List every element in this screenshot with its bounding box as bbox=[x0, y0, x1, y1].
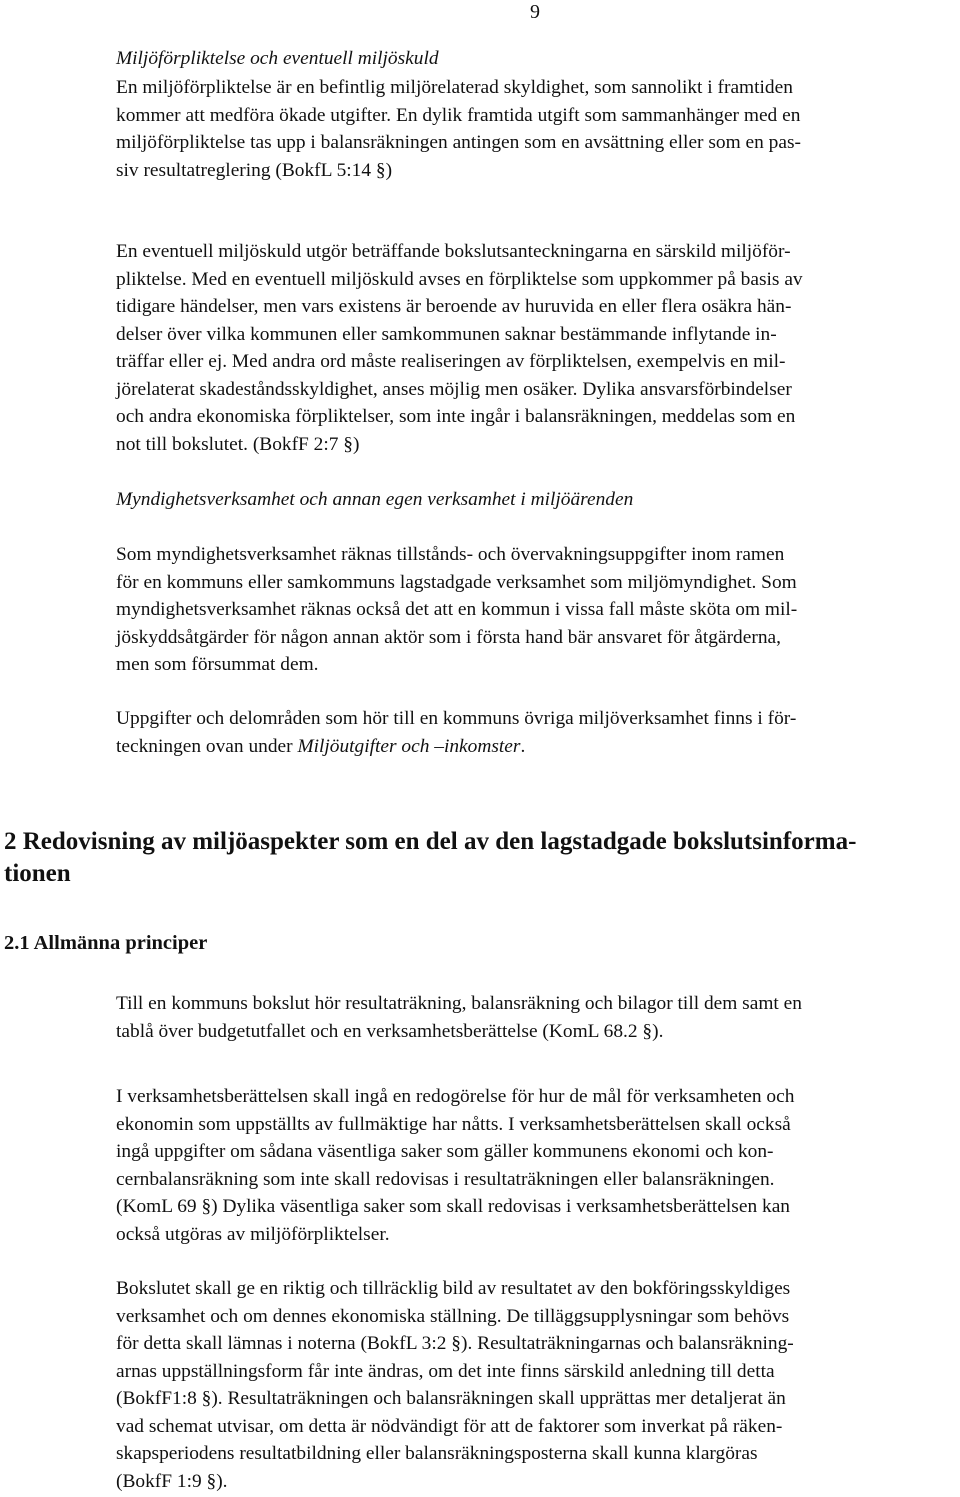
page-number: 9 bbox=[530, 1, 540, 23]
text-line: cernbalansräkning som inte skall redovisas i resultaträkningen eller balansräkningen. bbox=[116, 1168, 775, 1190]
text-line: I verksamhetsberättelsen skall ingå en redogörelse för hur de mål för verksamheten och bbox=[116, 1086, 795, 1107]
text-line: vad schemat utvisar, om detta är nödvändigt för att de faktorer som inverkat på räken- bbox=[116, 1415, 783, 1437]
paragraph-contingent-liability bbox=[116, 238, 958, 458]
text-line: myndighetsverksamhet räknas också det att en kommun i vissa fall måste sköta om mil- bbox=[116, 599, 798, 620]
text-line: jöskyddsåtgärder för någon annan aktör som i första hand bär ansvaret för åtgärderna, bbox=[116, 626, 781, 648]
paragraph-authority-activity bbox=[116, 541, 958, 679]
text-line: också utgöras av miljöförpliktelser. bbox=[116, 1223, 390, 1245]
text-line: Uppgifter och delområden som hör till en kommuns övriga miljöverksamhet finns i för- bbox=[116, 708, 797, 729]
text-line: siv resultatreglering (BokfL 5:14 §) bbox=[116, 159, 393, 181]
text-line: tidigare händelser, men vars existens är beroende av huruvida en eller flera osäkra hän- bbox=[116, 296, 792, 317]
text-line: pliktelse. Med en eventuell miljöskuld avses en förpliktelse som uppkommer på basis av bbox=[116, 268, 803, 290]
text-line-prefix: teckningen ovan under bbox=[116, 735, 298, 757]
text-line: tablå över budgetutfallet och en verksamhetsberättelse (KomL 68.2 §). bbox=[116, 1020, 664, 1042]
chapter-heading-line: tionen bbox=[4, 860, 71, 887]
text-line: (BokfF 1:9 §). bbox=[116, 1470, 228, 1492]
text-line: En miljöförpliktelse är en befintlig miljörelaterad skyldighet, som sannolikt i framtiden bbox=[116, 77, 793, 98]
text-line: arnas uppställningsform får inte ändras, om det inte finns särskild anledning till detta bbox=[116, 1360, 775, 1382]
sub-heading-general-principles: 2.1 Allmänna principer bbox=[4, 932, 208, 954]
text-line: ekonomin som uppställts av fullmäktige har nåtts. I verksamhetsberättelsen skall också bbox=[116, 1113, 791, 1135]
text-line: och andra ekonomiska förpliktelser, som inte ingår i balansräkningen, meddelas som en bbox=[116, 406, 796, 427]
text-line: miljöförpliktelse tas upp i balansräkningen antingen som en avsättning eller som en pas- bbox=[116, 132, 801, 153]
paragraph-other-activities bbox=[116, 705, 958, 760]
text-line: men som försummat dem. bbox=[116, 654, 319, 675]
text-line: Bokslutet skall ge en riktig och tillräcklig bild av resultatet av den bokföringsskyldiges bbox=[116, 1278, 791, 1299]
text-line: delser över vilka kommunen eller samkommunen saknar bestämmande inflytande in- bbox=[116, 323, 777, 345]
text-line: not till bokslutet. (BokfF 2:7 §) bbox=[116, 433, 360, 455]
text-line-suffix: . bbox=[520, 735, 526, 757]
text-line: (BokfF1:8 §). Resultaträkningen och balansräkningen skall upprättas mer detaljerat än bbox=[116, 1388, 786, 1409]
text-line: träffar eller ej. Med andra ord måste realiseringen av förpliktelsen, exempelvis en mil- bbox=[116, 351, 786, 372]
text-line: för detta skall lämnas i noterna (BokfL 3:2 §). Resultaträkningarnas och balansräkning- bbox=[116, 1333, 794, 1354]
paragraph-obligation-definition bbox=[116, 74, 958, 184]
paragraph-annual-report bbox=[116, 1083, 958, 1248]
text-line: för en kommuns eller samkommuns lagstadgade verksamhet som miljömyndighet. Som bbox=[116, 571, 797, 593]
section-heading-authority-activity: Myndighetsverksamhet och annan egen verksamhet i miljöärenden bbox=[116, 489, 634, 510]
paragraph-true-fair-view bbox=[116, 1275, 958, 1495]
chapter-heading bbox=[4, 826, 954, 890]
text-line: Som myndighetsverksamhet räknas tillstånds- och övervakningsuppgifter inom ramen bbox=[116, 544, 785, 565]
text-line: En eventuell miljöskuld utgör beträffande bokslutsanteckningarna en särskild miljöför- bbox=[116, 241, 791, 262]
chapter-heading-line: 2 Redovisning av miljöaspekter som en del av den lagstadgade bokslutsinforma- bbox=[4, 828, 857, 855]
text-line: (KomL 69 §) Dylika väsentliga saker som skall redovisas i verksamhetsberättelsen kan bbox=[116, 1196, 791, 1217]
text-line: verksamhet och om dennes ekonomiska ställning. De tilläggsupplysningar som behövs bbox=[116, 1305, 790, 1327]
text-line: skapsperiodens resultatbildning eller balansräkningsposterna skall kunna klargöras bbox=[116, 1443, 758, 1464]
text-line: kommer att medföra ökade utgifter. En dylik framtida utgift som sammanhänger med en bbox=[116, 104, 801, 126]
text-line: ingå uppgifter om sådana väsentliga saker som gäller kommunens ekonomi och kon- bbox=[116, 1141, 774, 1162]
paragraph-financial-statements bbox=[116, 990, 958, 1045]
text-line: Till en kommuns bokslut hör resultaträkning, balansräkning och bilagor till dem samt en bbox=[116, 993, 802, 1014]
reference-title: Miljöutgifter och –inkomster bbox=[297, 735, 521, 757]
text-line: jörelaterat skadeståndsskyldighet, anses möjlig men osäker. Dylika ansvarsförbindelser bbox=[116, 378, 792, 400]
section-heading-environmental-obligation: Miljöförpliktelse och eventuell miljöskuld bbox=[116, 48, 439, 69]
